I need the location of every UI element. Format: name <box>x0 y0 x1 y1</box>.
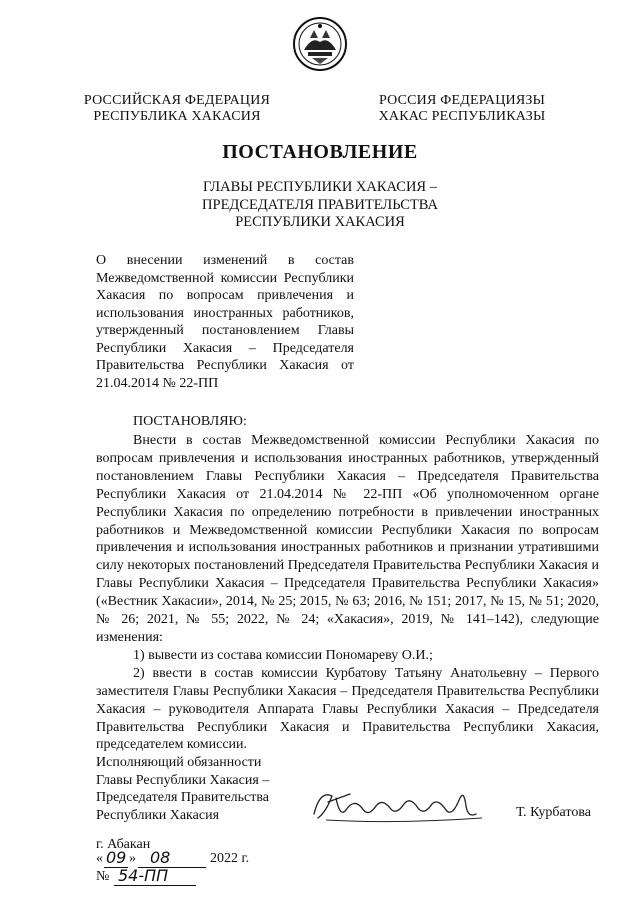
signatory-line1: Исполняющий обязанности <box>96 755 262 770</box>
date-open-quote: « <box>96 851 103 866</box>
header-right-line2: ХАКАС РЕСПУБЛИКАЗЫ <box>378 109 546 124</box>
authority-line3: РЕСПУБЛИКИ ХАКАСИЯ <box>235 214 405 230</box>
list-item-2: 2) ввести в состав комиссии Курбатову Татьяну Анатольевну – Первого заместителя Главы Республики Хакасия – Председателя Правительства Республики Хакасия – руководителя Аппарата Главы Республики Хакасия – Председателя Правительства Республики Хакасия и Правительства Республики Хакасия, председателем комиссии. <box>96 665 599 753</box>
header-left-line1: РОССИЙСКАЯ ФЕДЕРАЦИЯ <box>83 93 271 108</box>
issuing-authority <box>170 179 470 232</box>
signatory-line3: Председателя Правительства <box>96 790 270 805</box>
date-day: 09 <box>106 848 127 867</box>
decree-word: ПОСТАНОВЛЯЮ: <box>133 414 247 429</box>
date-month: 08 <box>150 848 171 867</box>
document-subject: О внесении изменений в состав Межведомственной комиссии Республики Хакасия по вопросам привлечения и использования иностранных работников, утвержденный постановлением Главы Республики Хакасия – Председателя Правительства Республики Хакасия от 21.04.2014 № 22-ПП <box>96 253 354 391</box>
header-right <box>372 93 552 125</box>
header-right-line1: РОССИЯ ФЕДЕРАЦИЯЗЫ <box>378 93 546 108</box>
number-prefix: № <box>96 869 110 884</box>
list-item-1: 1) вывести из состава комиссии Пономареву О.И.; <box>133 647 433 663</box>
document-body <box>96 432 599 754</box>
document-type-title: ПОСТАНОВЛЕНИЕ <box>222 141 418 163</box>
header-left-line2: РЕСПУБЛИКА ХАКАСИЯ <box>93 109 261 124</box>
document-number <box>96 866 206 889</box>
number-value: 54-ПП <box>118 866 169 885</box>
body-paragraph: Внести в состав Межведомственной комиссии Республики Хакасия по вопросам привлечения и использования иностранных работников, утвержденный постановлением Главы Республики Хакасия – Председателя Правительства Республики Хакасия от 21.04.2014 № 22-ПП «Об уполномоченном органе Республики Хакасия по определению потребности в привлечении иностранных работников и Межведомственной комиссии Республики Хакасия по вопросам привлечения и использования иностранных работников и признании утратившими силу некоторых постановлений Председателя Правительства Республики Хакасия и Главы Республики Хакасия – Председателя Правительства Республики Хакасия» («Вестник Хакасии», 2014, № 25; 2015, № 63; 2016, № 151; 2017, № 15, № 51; 2020, № 26; 2021, № 55; 2022, № 24; «Хакасия», 2019, № 141–142), следующие изменения: <box>96 433 599 645</box>
signatory-line2: Главы Республики Хакасия – <box>96 772 270 788</box>
handwritten-signature <box>306 784 491 830</box>
date-year: 2022 г. <box>210 851 250 866</box>
authority-line2: ПРЕДСЕДАТЕЛЯ ПРАВИТЕЛЬСТВА <box>202 196 438 213</box>
signatory-line4: Республики Хакасия <box>96 807 220 823</box>
signatory-title <box>96 754 306 824</box>
date-close-quote: » <box>129 851 136 866</box>
place-of-signing: г. Абакан <box>96 837 151 852</box>
authority-line1: ГЛАВЫ РЕСПУБЛИКИ ХАКАСИЯ – <box>203 179 437 195</box>
coat-of-arms-emblem-icon <box>292 16 348 72</box>
header-left <box>82 93 272 125</box>
signatory-name: Т. Курбатова <box>516 805 591 820</box>
